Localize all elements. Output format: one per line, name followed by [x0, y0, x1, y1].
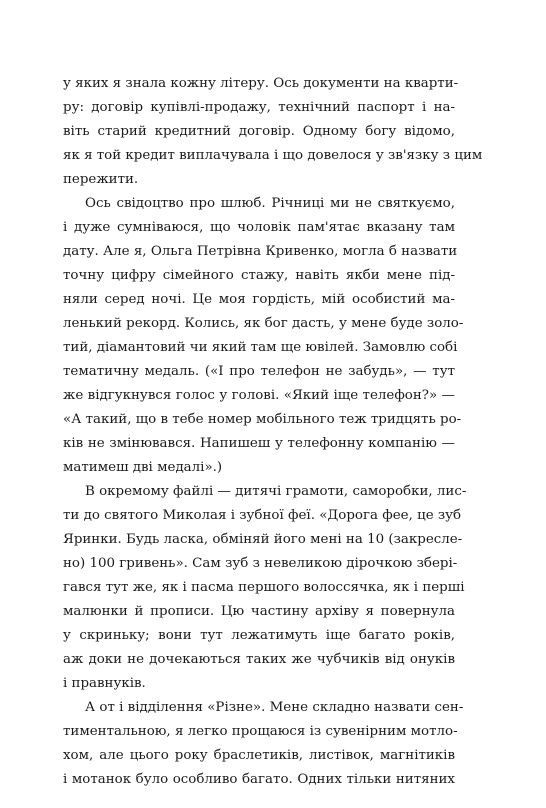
text-line: «А такий, що в тебе номер мобільного теж тридцять ро- — [63, 412, 462, 427]
text-line: віть старий кредитний договір. Одному богу відомо, — [63, 124, 455, 139]
text-line: гався тут же, як і пасма першого волоссячка, як і перші — [63, 580, 465, 595]
text-line: і дуже сумніваюся, що чоловік пам'ятає вказану там — [63, 220, 455, 235]
text-line: у скриньку; вони тут лежатимуть іще багато років, — [63, 628, 455, 643]
text-line: аж доки не дочекаються таких же чубчиків від онуків — [63, 652, 455, 667]
text-line: тий, діамантовий чи який там ще ювілей. Замовлю собі — [63, 340, 458, 355]
text-line: Яринки. Будь ласка, обміняй його мені на 10 (закреслe- — [63, 532, 463, 547]
text-line: і правнуків. — [63, 676, 146, 691]
text-line: у яких я знала кожну літеру. Ось документи на кварти- — [63, 76, 459, 91]
text-line: Ось свідоцтво про шлюб. Річниці ми не святкуємо, — [85, 196, 455, 211]
text-line: няли серед ночі. Це моя гордість, мій особистий ма- — [63, 292, 455, 307]
text-line: і мотанок було особливо багато. Одних тільки нитяних — [63, 772, 455, 787]
text-line: же відгукнувся голос у голові. «Який іще телефон?» — — [63, 388, 455, 403]
text-line: як я той кредит виплачувала і що довелося у зв'язку з цим — [63, 148, 483, 163]
text-line: тематичну медаль. («І про телефон не забудь», — тут — [63, 364, 455, 379]
text-line: ленький рекорд. Колись, як бог дасть, у мене буде золо- — [63, 316, 464, 331]
text-line: тиментальною, я легко прощаюся із сувенірним мотло- — [63, 724, 458, 739]
text-line: хом, але цього року браслетиків, листівок, магнітиків — [63, 748, 455, 763]
text-line: ків не змінювався. Напишеш у телефонну компанію — — [63, 436, 455, 451]
text-line: А от і відділення «Різне». Мене складно назвати сен- — [85, 700, 464, 715]
text-line: ру: договір купівлі-продажу, технічний паспорт і на- — [63, 100, 455, 115]
text-line: но) 100 гривень». Сам зуб з невеликою дірочкою зберi- — [63, 556, 458, 571]
text-line: В окремому файлі — дитячі грамоти, саморобки, лис- — [85, 484, 467, 499]
text-line: пережити. — [63, 172, 139, 187]
text-line: точну цифру сімейного стажу, навіть якби мене під- — [63, 268, 455, 283]
text-line: матимеш дві медалі».) — [63, 460, 223, 475]
text-line: малюнки й прописи. Цю частину архіву я повернула — [63, 604, 455, 619]
text-line: ти до святого Миколая і зубної феї. «Дорога фее, це зуб — [63, 508, 462, 523]
text-line: дату. Але я, Ольга Петрівна Кривенко, могла б назвати — [63, 244, 458, 259]
